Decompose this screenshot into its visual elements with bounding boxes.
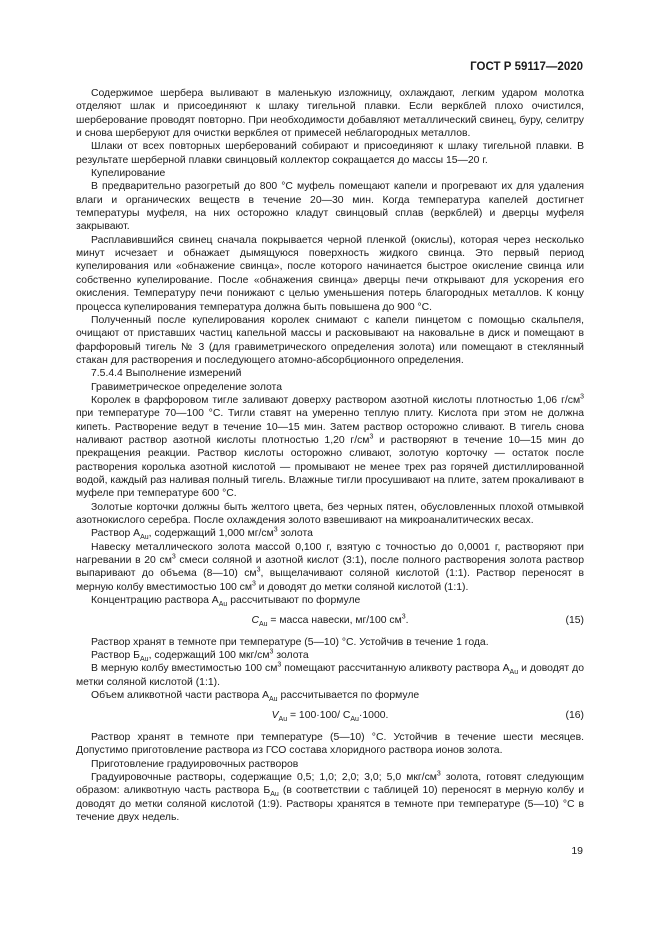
paragraph-concentration-intro: Концентрацию раствора $А_{Au}$ рассчитывают по формуле [91,595,361,609]
paragraph-aliquot-transfer: В мерную колбу вместимостью 100 $см^3$ помещают рассчитанную аликвоту раствора $А_{Au}$ и доводят до метки соляной кислотой (1:1). [76,661,584,688]
paragraph-lead-melting: Расплавившийся свинец сначала покрывается черной пленкой (окислы), которая через несколько минут исчезает и обнажает дымящуюся поверхность жидкого свинца. Это первый период купелирования или «обнажение свинца», после которого начинается быстрое окисление свинца или собственно купелирование. После «обнажения свинца» дверцы печи открывают для ускорения его окисления. Температуру печи понижают с целью уменьшения потерь благородных металлов. К концу процесса купелирования температура должна быть повышена до 900 °С. [76,234,584,313]
formula-15-number: (15) [565,615,584,627]
paragraph-bead-dissolution: Королек в фарфоровом тигле заливают доверху раствором азотной кислоты плотностью 1,06 $г/см^3$ при температуре 70—100 °С. Тигли ставят на умеренно теплую плиту. Кислота при этом не должна кипеть. Растворение ведут в течение 10—15 мин. Затем раствор осторожно сливают. В тигель снова наливают раствор азотной кислоты плотностью 1,20 $г/см^3$ и растворяют в течение 10—15 мин до прекращения реакции. Раствор кислоты осторожно сливают, золотую корточку — остаток после растворения королька азотной кислотой — промывают не менее трех раз горячей дистиллированной водой, каждый раз наливая полный тигель. Влажные тигли просушивают на плите, затем прокаливают в муфеле при температуре 600 °С. [76,393,584,500]
paragraph-gold-weighed-portion: Навеску металлического золота массой 0,100 г, взятую с точностью до 0,0001 г, растворяют при нагревании в 20 $см^3$ смеси соляной и азотной кислот (3:1), после полного растворения золота раствор выпаривают до объема (8—10) $см^3$, выщелачивают соляной кислотой (1:1). Раствор переносят в мерную колбу вместимостью 100 $см^3$ и доводят до метки соляной кислотой (1:1). [76,541,584,593]
page-number: 19 [571,845,583,857]
paragraph-pouring-scorifier: Содержимое шербера выливают в маленькую изложницу, охлаждают, легким ударом молотка отделяют шлак и присоединяют к шлаку тигельной плавки. Если веркблей плохо очистился, шерберование проводят повторно. При необходимости добавляют металлический свинец, буру, селитру и снова шерберуют для очистки веркблея от примесей неблагородных металлов. [76,88,584,140]
section-7-5-4-4-heading: 7.5.4.4 Выполнение измерений [91,368,242,380]
heading-gravimetric-gold: Гравиметрическое определение золота [91,381,282,393]
paragraph-bead-removal: Полученный после купелирования королек снимают с капели пинцетом с помощью скальпеля, очищают от приставших частиц капельной массы и расковывают на наковальне в диск и помещают в фарфоровый тигель № 3 (для гравиметрического определения золота) или помещают в стеклянный стакан для растворения и последующего атомно-абсорбционного определения. [76,314,584,366]
formula-15-expression: $С_{Au}$ = масса навески, мг/100 $см^3$. [251,613,409,629]
formula-16-expression: $V_{Au} = 100\cdot 100/$ $С_{Au}\cdot 1000$. [271,710,389,724]
heading-cupellation: Купелирование [91,168,166,180]
standard-header: ГОСТ Р 59117—2020 [470,61,583,73]
formula-15 [76,614,584,627]
heading-solution-b: Раствор $Б_{Au}$, содержащий 100 мкг/$см^3$ золота [91,648,309,664]
paragraph-storage-solution-b: Раствор хранят в темноте при температуре (5—10) °С. Устойчив в течение шести месяцев. Допустимо приготовление раствора из ГСО состава хлоридного раствора ионов золота. [76,731,584,757]
paragraph-storage-solution-a: Раствор хранят в темноте при температуре (5—10) °С. Устойчив в течение 1 года. [91,636,489,648]
paragraph-gold-cornets: Золотые корточки должны быть желтого цвета, без черных пятен, обусловленных плохой отмывкой азотнокислого серебра. После охлаждения золото взвешивают на микроаналитических весах. [76,501,584,526]
formula-16 [76,709,584,722]
heading-solution-a: Раствор $А_{Au}$, содержащий 1,000 $мг/см^3$ золота [91,526,313,542]
body-text [76,87,584,824]
paragraph-calibration-solutions: Градуировочные растворы, содержащие 0,5; 1,0; 2,0; 3,0; 5,0 мкг/$см^3$ золота, готовят следующим образом: аликвотную часть раствора $Б_{Au}$ (в соответствии с таблицей 10) переносят в мерную колбу и доводят до метки соляной кислотой (1:9). Растворы хранятся в темноте при температуре (5—10) °С в течение двух недель. [76,770,584,823]
paragraph-aliquot-volume-intro: Объем аликвотной части раствора $А_{Au}$ рассчитывается по формуле [91,690,420,704]
paragraph-cupel-heating: В предварительно разогретый до 800 °С муфель помещают капели и прогревают их для удаления влаги и органических веществ в течение 20—30 мин. Когда температура капелей достигнет температуры муфеля, на них осторожно кладут свинцовый сплав (веркблей) и дверцы муфеля закрывают. [76,181,584,233]
paragraph-slag-collection: Шлаки от всех повторных шерберований собирают и присоединяют к шлаку тигельной плавки. В результате шерберной плавки свинцовый коллектор сокращается до массы 15—20 г. [76,141,584,166]
heading-calibration-solutions: Приготовление градуировочных растворов [91,758,299,770]
formula-16-number: (16) [565,710,584,722]
